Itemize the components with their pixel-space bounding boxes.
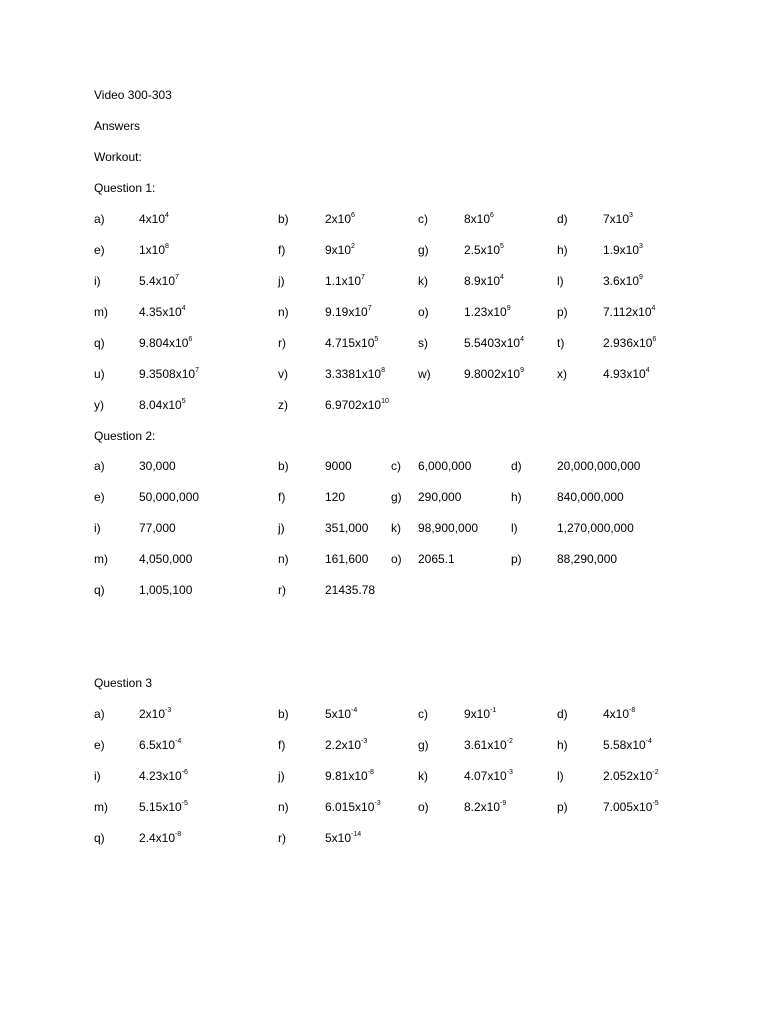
answer-label: v) — [278, 367, 288, 381]
answer-label: c) — [418, 212, 428, 226]
answer-exponent: 3 — [639, 243, 643, 250]
answer-exponent: 4 — [645, 367, 650, 374]
answer-coefficient: 6.5x10 — [139, 738, 176, 752]
answer-value: 88,290,000 — [557, 552, 618, 566]
answer-coefficient: 9x10 — [325, 243, 352, 257]
answer-label: e) — [94, 243, 105, 257]
answer-coefficient: 8x10 — [464, 212, 491, 226]
answer-value — [603, 212, 633, 226]
answer-value — [325, 800, 381, 814]
answer-label: r) — [278, 583, 286, 597]
answer-label: d) — [557, 707, 568, 721]
answer-value — [464, 212, 494, 226]
answer-value — [325, 305, 372, 319]
answer-label: q) — [94, 831, 105, 845]
answer-label: f) — [278, 490, 286, 504]
answer-label: n) — [278, 552, 289, 566]
answer-label: d) — [557, 212, 568, 226]
answer-value — [325, 274, 365, 288]
answer-label: d) — [511, 459, 522, 473]
answer-coefficient: 2.936x10 — [603, 336, 653, 350]
answer-label: h) — [557, 243, 568, 257]
answer-coefficient: 5x10 — [325, 707, 352, 721]
answer-value — [139, 769, 188, 783]
answer-coefficient: 1x10 — [139, 243, 166, 257]
answer-coefficient: 6.015x10 — [325, 800, 375, 814]
question-3-heading: Question 3 — [94, 676, 153, 690]
answer-coefficient: 9.3508x10 — [139, 367, 196, 381]
answer-value — [139, 738, 181, 752]
answer-exponent: 7 — [361, 274, 365, 281]
answer-coefficient: 2.4x10 — [139, 831, 176, 845]
answer-value: 161,600 — [325, 552, 369, 566]
answer-coefficient: 3.3381x10 — [325, 367, 382, 381]
answer-coefficient: 9.804x10 — [139, 336, 189, 350]
answer-label: s) — [418, 336, 428, 350]
answer-value: 290,000 — [418, 490, 462, 504]
answer-coefficient: 5x10 — [325, 831, 352, 845]
answer-value — [464, 305, 511, 319]
question-1-heading: Question 1: — [94, 181, 156, 195]
answer-value — [139, 274, 179, 288]
answer-label: a) — [94, 459, 105, 473]
answer-coefficient: 7x10 — [603, 212, 630, 226]
answer-value — [139, 707, 171, 721]
answer-exponent: -3 — [165, 707, 172, 714]
answer-value — [603, 305, 655, 319]
answer-value — [325, 769, 374, 783]
answer-label: g) — [418, 738, 429, 752]
answer-value — [325, 367, 385, 381]
answer-coefficient: 9x10 — [464, 707, 491, 721]
answer-value — [603, 274, 643, 288]
answer-value: 30,000 — [139, 459, 176, 473]
answer-exponent: 5 — [500, 243, 504, 250]
answer-value — [464, 800, 506, 814]
answer-exponent: 10 — [381, 398, 389, 405]
answer-exponent: -14 — [351, 831, 362, 838]
answer-value — [325, 212, 355, 226]
answer-exponent: -8 — [629, 707, 636, 714]
answer-exponent: 2 — [351, 243, 355, 250]
answer-exponent: -4 — [175, 738, 182, 745]
answer-coefficient: 4.07x10 — [464, 769, 507, 783]
answer-coefficient: 3.6x10 — [603, 274, 640, 288]
answer-label: i) — [94, 521, 101, 535]
answer-label: i) — [94, 769, 101, 783]
answer-value — [603, 336, 656, 350]
answer-coefficient: 1.1x10 — [325, 274, 362, 288]
answer-value: 9000 — [325, 459, 352, 473]
answer-exponent: -3 — [374, 800, 381, 807]
answer-exponent: 6 — [351, 212, 355, 219]
answer-coefficient: 3.61x10 — [464, 738, 507, 752]
answer-exponent: 6 — [652, 336, 657, 343]
answer-exponent: -4 — [351, 707, 358, 714]
answer-label: t) — [557, 336, 565, 350]
answer-value — [139, 800, 188, 814]
answer-value: 120 — [325, 490, 346, 504]
answer-coefficient: 5.5403x10 — [464, 336, 521, 350]
answer-exponent: 9 — [639, 274, 643, 281]
workout-heading: Workout: — [94, 150, 142, 164]
answer-label: f) — [278, 243, 286, 257]
answer-label: p) — [557, 800, 568, 814]
answer-label: r) — [278, 336, 286, 350]
answer-coefficient: 9.19x10 — [325, 305, 368, 319]
answer-label: n) — [278, 305, 289, 319]
answer-value — [139, 212, 169, 226]
answer-value — [139, 398, 186, 412]
answer-label: l) — [557, 769, 564, 783]
answer-value — [325, 738, 367, 752]
question-2-heading: Question 2: — [94, 429, 156, 443]
answer-exponent: 4 — [520, 336, 524, 343]
answer-value: 1,270,000,000 — [557, 521, 634, 535]
answer-value — [139, 831, 181, 845]
answer-label: g) — [391, 490, 402, 504]
answer-coefficient: 7.005x10 — [603, 800, 653, 814]
answer-label: o) — [418, 800, 429, 814]
answer-exponent: -6 — [181, 769, 188, 776]
answer-label: k) — [391, 521, 401, 535]
answer-value: 98,900,000 — [418, 521, 479, 535]
answer-value — [464, 243, 504, 257]
answer-label: f) — [278, 738, 286, 752]
answer-label: r) — [278, 831, 286, 845]
answer-value — [603, 707, 635, 721]
answers-heading: Answers — [94, 119, 141, 133]
answer-label: q) — [94, 336, 105, 350]
answer-label: e) — [94, 738, 105, 752]
answer-coefficient: 8.04x10 — [139, 398, 182, 412]
answer-coefficient: 2.052x10 — [603, 769, 653, 783]
answer-label: w) — [418, 367, 431, 381]
answer-label: h) — [557, 738, 568, 752]
answer-label: m) — [94, 305, 108, 319]
answer-value: 77,000 — [139, 521, 176, 535]
answer-exponent: 6 — [490, 212, 494, 219]
answer-exponent: 4 — [165, 212, 169, 219]
answer-value — [325, 243, 355, 257]
answer-exponent: 7 — [175, 274, 179, 281]
answer-value: 840,000,000 — [557, 490, 624, 504]
answer-coefficient: 4.35x10 — [139, 305, 182, 319]
answer-exponent: -8 — [367, 769, 374, 776]
answer-label: b) — [278, 212, 289, 226]
answer-coefficient: 4.93x10 — [603, 367, 646, 381]
answer-label: b) — [278, 707, 289, 721]
answer-coefficient: 2.2x10 — [325, 738, 362, 752]
answer-value — [464, 274, 504, 288]
answer-exponent: 4 — [651, 305, 656, 312]
answer-coefficient: 5.15x10 — [139, 800, 182, 814]
answer-label: c) — [391, 459, 401, 473]
answer-coefficient: 6.9702x10 — [325, 398, 382, 412]
answer-value — [325, 398, 389, 412]
answer-value: 6,000,000 — [418, 459, 472, 473]
answer-value — [139, 243, 169, 257]
answer-exponent: 6 — [188, 336, 193, 343]
answer-value — [603, 367, 650, 381]
answer-value — [603, 769, 659, 783]
document-title: Video 300-303 — [94, 88, 172, 102]
answer-coefficient: 8.2x10 — [464, 800, 501, 814]
answer-exponent: 9 — [506, 305, 511, 312]
answer-exponent: -9 — [500, 800, 507, 807]
answer-label: u) — [94, 367, 105, 381]
answer-label: m) — [94, 800, 108, 814]
answer-exponent: -3 — [506, 769, 513, 776]
answer-exponent: 7 — [367, 305, 372, 312]
answer-value: 351,000 — [325, 521, 369, 535]
answer-coefficient: 1.9x10 — [603, 243, 640, 257]
answer-value — [139, 305, 186, 319]
answer-label: e) — [94, 490, 105, 504]
answer-label: k) — [418, 769, 428, 783]
answer-value — [603, 738, 652, 752]
answer-value — [603, 243, 643, 257]
answer-coefficient: 4x10 — [139, 212, 166, 226]
answer-exponent: -2 — [652, 769, 659, 776]
answer-label: z) — [278, 398, 288, 412]
answer-exponent: -5 — [652, 800, 659, 807]
answer-coefficient: 7.112x10 — [603, 305, 652, 319]
answer-coefficient: 2x10 — [325, 212, 352, 226]
answer-value: 50,000,000 — [139, 490, 200, 504]
answer-label: b) — [278, 459, 289, 473]
answer-value — [325, 707, 357, 721]
answer-value — [464, 738, 513, 752]
answer-exponent: -8 — [175, 831, 182, 838]
answer-exponent: 5 — [374, 336, 379, 343]
answer-value: 4,050,000 — [139, 552, 193, 566]
answer-label: q) — [94, 583, 105, 597]
answer-label: l) — [511, 521, 518, 535]
answer-value — [464, 707, 496, 721]
answer-label: o) — [391, 552, 402, 566]
answer-coefficient: 9.81x10 — [325, 769, 368, 783]
answer-label: p) — [511, 552, 522, 566]
answer-exponent: -5 — [181, 800, 188, 807]
answer-exponent: -1 — [490, 707, 497, 714]
answer-exponent: 4 — [500, 274, 504, 281]
answer-value — [325, 831, 361, 845]
answer-coefficient: 2.5x10 — [464, 243, 501, 257]
answer-coefficient: 5.4x10 — [139, 274, 176, 288]
answer-coefficient: 2x10 — [139, 707, 166, 721]
answer-coefficient: 8.9x10 — [464, 274, 501, 288]
answer-label: x) — [557, 367, 567, 381]
answer-label: m) — [94, 552, 108, 566]
answer-label: c) — [418, 707, 428, 721]
answer-coefficient: 4.715x10 — [325, 336, 375, 350]
answer-value — [603, 800, 659, 814]
answer-label: a) — [94, 707, 105, 721]
answer-label: k) — [418, 274, 428, 288]
answer-value: 2065.1 — [418, 552, 455, 566]
answer-label: n) — [278, 800, 289, 814]
answer-label: l) — [557, 274, 564, 288]
answer-coefficient: 1.23x10 — [464, 305, 507, 319]
answer-label: j) — [278, 274, 285, 288]
answer-label: g) — [418, 243, 429, 257]
answer-value — [464, 367, 524, 381]
answer-label: j) — [278, 521, 285, 535]
answer-exponent: 3 — [629, 212, 633, 219]
answer-exponent: 8 — [381, 367, 385, 374]
answer-exponent: -3 — [361, 738, 368, 745]
answer-exponent: 9 — [520, 367, 524, 374]
answer-label: p) — [557, 305, 568, 319]
answer-label: y) — [94, 398, 104, 412]
answer-exponent: 7 — [195, 367, 199, 374]
answer-value: 1,005,100 — [139, 583, 193, 597]
answer-exponent: 8 — [165, 243, 169, 250]
answer-label: a) — [94, 212, 105, 226]
answer-coefficient: 4.23x10 — [139, 769, 182, 783]
answer-value — [325, 336, 378, 350]
answer-coefficient: 4x10 — [603, 707, 630, 721]
answer-value: 20,000,000,000 — [557, 459, 641, 473]
answer-exponent: 5 — [181, 398, 186, 405]
answer-value — [464, 769, 513, 783]
answer-label: i) — [94, 274, 101, 288]
answer-value — [139, 367, 199, 381]
answer-coefficient: 9.8002x10 — [464, 367, 521, 381]
answer-label: h) — [511, 490, 522, 504]
answer-exponent: -2 — [506, 738, 513, 745]
answer-value — [139, 336, 192, 350]
answer-coefficient: 5.58x10 — [603, 738, 646, 752]
answer-value: 21435.78 — [325, 583, 376, 597]
answer-exponent: -4 — [645, 738, 652, 745]
answer-label: j) — [278, 769, 285, 783]
answer-value — [464, 336, 524, 350]
answer-label: o) — [418, 305, 429, 319]
answer-exponent: 4 — [181, 305, 186, 312]
